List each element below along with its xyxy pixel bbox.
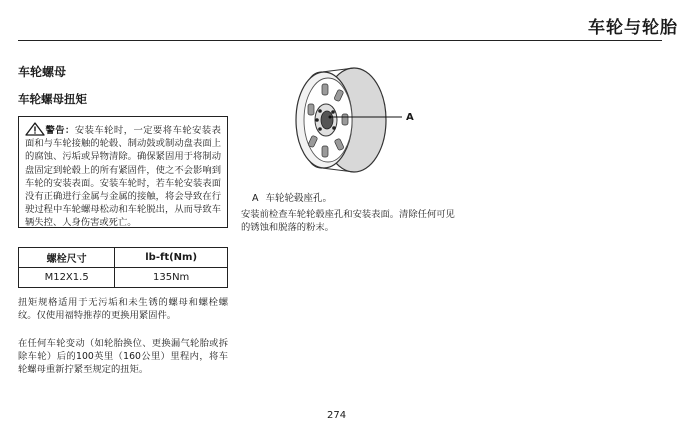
warning-text: 安装车轮时，一定要将车轮安装表面和与车轮接触的轮毂、制动鼓或制动盘表面上的腐蚀、污垢或异物清除。确保紧固用于将制动盘固定到轮毂上的所有紧固件，使之不会影响到车轮的安装表面。安装车轮时，若车轮安装表面没有正确进行金属与金属的接触，将会导致在行驶过程中车轮螺母松动和车轮脱出，从而导致车辆失控、人身伤害或死亡。 [25,125,221,229]
warning-triangle-icon [25,122,45,136]
torque-spec-table [18,247,228,288]
table-header-row [19,248,228,268]
chapter-title: 车轮与轮胎 [588,18,678,38]
table-row [19,268,228,288]
header-rule [18,40,662,41]
inspection-instruction: 安装前检查车轮轮毂座孔和安装表面。清除任何可见的锈蚀和脱落的粉末。 [241,209,455,233]
page-number: 274 [327,410,347,421]
figure-caption [252,190,332,204]
table-header-bolt-size: 螺栓尺寸 [19,248,115,268]
caption-text: 车轮轮毂座孔。 [265,193,333,204]
torque-spec-note: 扭矩规格适用于无污垢和未生锈的螺母和螺栓螺纹。仅使用福特推荐的更换用紧固件。 [18,297,228,321]
figure-callout-label: A [406,112,414,123]
warning-box [18,116,228,228]
caption-letter: A [252,193,259,204]
subsection-title: 车轮螺母扭矩 [18,92,87,106]
table-cell-bolt-size: M12X1.5 [19,268,115,288]
retighten-note: 在任何车轮变动（如轮胎换位、更换漏气轮胎或拆除车轮）后的100英里（160公里）里程内，将车轮螺母重新拧紧至规定的扭矩。 [18,338,228,375]
table-cell-torque: 135Nm [115,268,228,288]
section-title: 车轮螺母 [18,65,67,79]
warning-label: 警告： [45,125,75,136]
table-header-torque: lb-ft(Nm) [115,248,228,268]
